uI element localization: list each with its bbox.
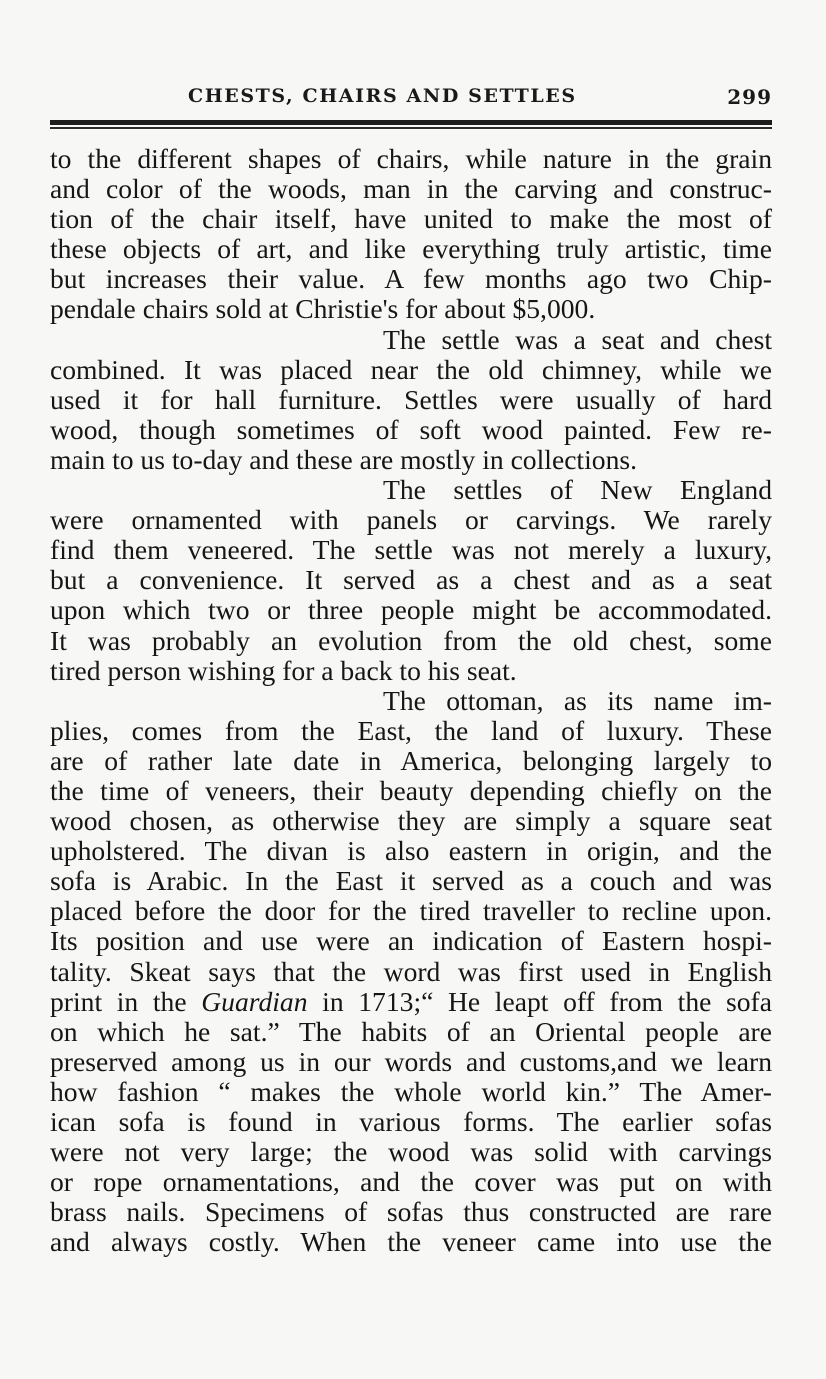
text-line: combined. It was placed near the old chimney, while we xyxy=(50,353,772,385)
text-line: main to us to-day and these are mostly in collections. xyxy=(50,443,638,475)
text-line: on which he sat.” The habits of an Oriental people are xyxy=(50,1015,772,1047)
paragraph-start-line: The ottoman, as its name im- xyxy=(383,684,772,716)
text-line: or rope ornamentations, and the cover was put on with xyxy=(50,1166,772,1198)
text-line-with-italic xyxy=(50,987,772,1017)
text-line: how fashion “ makes the whole world kin.” The Amer- xyxy=(50,1075,772,1107)
italic-title-guardian: Guardian xyxy=(201,985,308,1017)
paragraph-start-line: The settles of New England xyxy=(383,474,772,506)
text-line: the time of veneers, their beauty depending chiefly on the xyxy=(50,774,772,806)
body-text xyxy=(50,144,772,1257)
text-line: wood chosen, as otherwise they are simply a square seat xyxy=(50,805,772,837)
text-line: pendale chairs sold at Christie's for about $5,000. xyxy=(50,293,596,325)
text-line: plies, comes from the East, the land of luxury. These xyxy=(50,714,772,746)
text-line: wood, though sometimes of soft wood painted. Few re- xyxy=(50,413,772,445)
text-line: and always costly. When the veneer came into use the xyxy=(50,1226,772,1258)
text-line: find them veneered. The settle was not merely a luxury, xyxy=(50,534,772,566)
text-line: placed before the door for the tired traveller to recline upon. xyxy=(50,895,772,927)
text-line: ican sofa is found in various forms. The earlier sofas xyxy=(50,1106,772,1137)
text-line: were ornamented with panels or carvings. We rarely xyxy=(50,504,772,536)
text-line: tality. Skeat says that the word was first used in English xyxy=(50,955,772,987)
page-header xyxy=(50,85,772,115)
page-number: 299 xyxy=(727,85,772,109)
text-line: tired person wishing for a back to his seat. xyxy=(50,654,517,686)
text-line: used it for hall furniture. Settles were usually of hard xyxy=(50,383,772,415)
text-line: but increases their value. A few months ago two Chip- xyxy=(50,263,772,295)
paragraph-start-line: The settle was a seat and chest xyxy=(383,323,772,355)
text-segment: in 1713;“ He leapt off from the sofa xyxy=(307,985,772,1017)
text-line: these objects of art, and like everything truly artistic, time xyxy=(50,233,772,265)
text-line: to the different shapes of chairs, while nature in the grain xyxy=(50,143,772,174)
text-line: It was probably an evolution from the old chest, some xyxy=(50,624,772,656)
text-line: and color of the woods, man in the carving and construc- xyxy=(50,173,772,205)
text-line: but a convenience. It served as a chest and as a seat xyxy=(50,564,772,596)
text-line: tion of the chair itself, have united to make the most of xyxy=(50,203,772,235)
text-line: were not very large; the wood was solid with carvings xyxy=(50,1136,772,1168)
text-line: upon which two or three people might be accommodated. xyxy=(50,594,772,626)
header-rule-thick xyxy=(50,120,772,125)
text-segment: print in the xyxy=(50,985,202,1017)
text-line: are of rather late date in America, belonging largely to xyxy=(50,744,772,776)
text-line: Its position and use were an indication of Eastern hospi- xyxy=(50,925,772,957)
text-line: sofa is Arabic. In the East it served as a couch and was xyxy=(50,865,772,897)
header-rule-thin xyxy=(50,127,772,129)
text-line: preserved among us in our words and customs,and we learn xyxy=(50,1045,772,1077)
text-line: upholstered. The divan is also eastern in origin, and the xyxy=(50,835,772,867)
text-line: brass nails. Specimens of sofas thus constructed are rare xyxy=(50,1196,772,1228)
running-head: CHESTS, CHAIRS AND SETTLES xyxy=(188,85,577,107)
